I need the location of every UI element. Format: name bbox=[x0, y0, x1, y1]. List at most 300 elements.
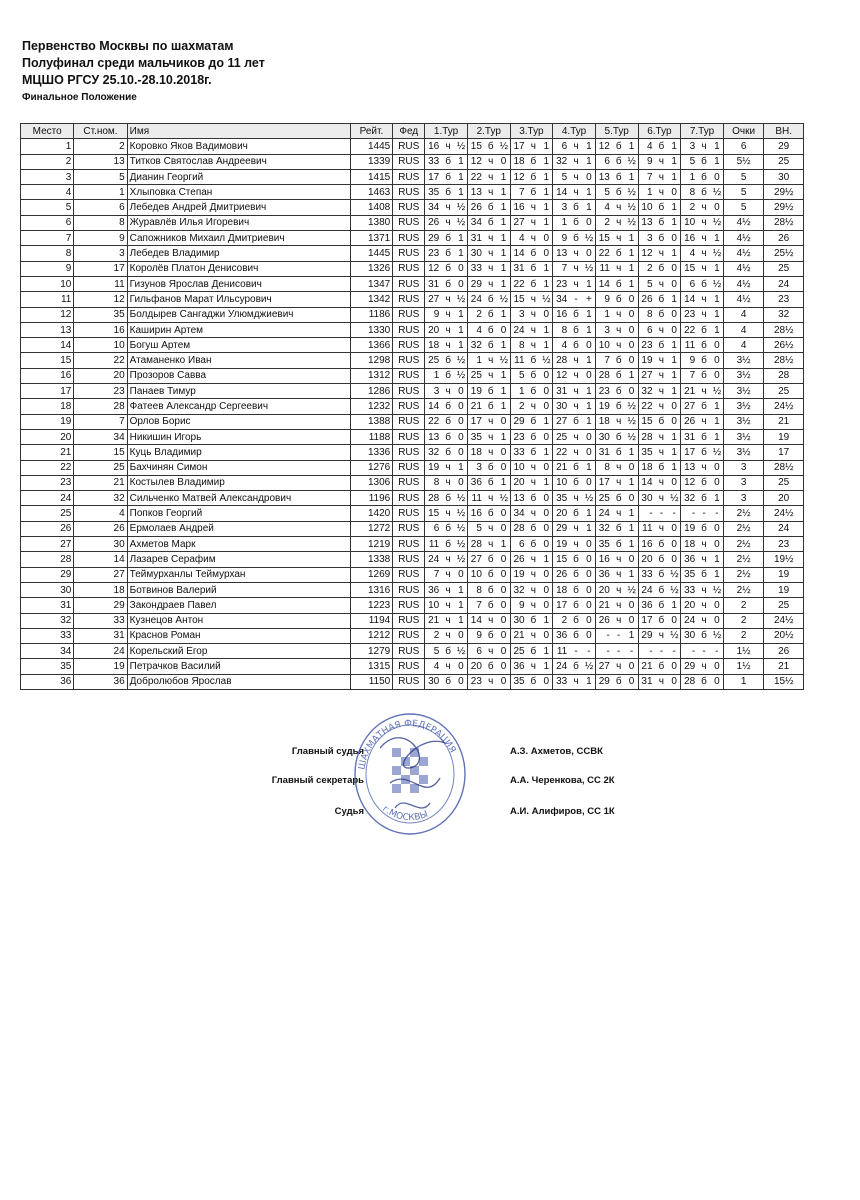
opponent-number: 11 bbox=[556, 645, 568, 657]
rating-cell: 1338 bbox=[350, 552, 393, 567]
round-result-cell bbox=[681, 231, 724, 246]
round-result-cell bbox=[510, 384, 553, 399]
round-result-cell bbox=[467, 200, 510, 215]
opponent-number: 17 bbox=[598, 477, 610, 489]
piece-colour: б bbox=[658, 538, 665, 550]
game-result: 0 bbox=[714, 339, 720, 351]
game-result: 1 bbox=[500, 263, 507, 275]
opponent-number: 14 bbox=[470, 615, 482, 627]
round-result-parts bbox=[683, 600, 721, 611]
opponent-number: 17 bbox=[513, 140, 525, 152]
round-result-parts bbox=[598, 615, 636, 626]
round-result-parts bbox=[598, 386, 636, 397]
round-result-parts bbox=[427, 370, 465, 381]
round-result-parts bbox=[641, 646, 679, 657]
piece-colour: ч bbox=[573, 140, 579, 152]
piece-colour: б bbox=[658, 661, 665, 673]
game-result: 1 bbox=[671, 462, 677, 474]
points-cell: 5 bbox=[723, 200, 764, 215]
piece-colour: б bbox=[701, 171, 707, 183]
piece-colour: ч bbox=[658, 477, 664, 489]
col-header: ВН. bbox=[764, 124, 804, 139]
round-result-parts bbox=[555, 263, 593, 274]
round-result-parts bbox=[598, 493, 636, 504]
start-number-cell: 2 bbox=[74, 139, 127, 154]
game-result: 1 bbox=[671, 339, 677, 351]
place-cell: 36 bbox=[21, 674, 74, 689]
opponent-number: 29 bbox=[598, 676, 610, 688]
table-row bbox=[21, 506, 804, 521]
opponent-number: 30 bbox=[556, 400, 568, 412]
piece-colour: б bbox=[445, 263, 451, 275]
opponent-number: 27 bbox=[428, 293, 440, 305]
opponent-number: 22 bbox=[684, 324, 696, 336]
piece-colour: б bbox=[530, 156, 537, 168]
piece-colour: б bbox=[658, 339, 665, 351]
tiebreak-cell: 21 bbox=[764, 659, 804, 674]
round-result-cell bbox=[681, 292, 724, 307]
stamp-text-bottom: г.МОСКВЫ bbox=[380, 804, 430, 824]
player-name-cell: Богуш Артем bbox=[127, 338, 350, 353]
opponent-number: 10 bbox=[513, 462, 525, 474]
round-result-cell bbox=[595, 521, 638, 536]
opponent-number: 22 bbox=[513, 278, 525, 290]
round-result-parts bbox=[555, 554, 593, 565]
piece-colour: б bbox=[701, 400, 707, 412]
round-result-parts bbox=[513, 585, 551, 596]
opponent-number: 21 bbox=[556, 462, 568, 474]
piece-colour: б bbox=[658, 293, 665, 305]
player-name-cell: Костылев Владимир bbox=[127, 475, 350, 490]
opponent-number: 32 bbox=[641, 385, 653, 397]
round-result-parts bbox=[641, 355, 679, 366]
opponent-number: 12 bbox=[556, 370, 568, 382]
start-number-cell: 18 bbox=[74, 582, 127, 597]
round-result-cell bbox=[595, 384, 638, 399]
table-row bbox=[21, 598, 804, 613]
game-result: 1 bbox=[543, 615, 549, 627]
round-result-parts bbox=[470, 600, 508, 611]
game-result: 0 bbox=[714, 661, 720, 673]
piece-colour: ч bbox=[573, 263, 579, 275]
piece-colour: ч bbox=[701, 263, 707, 275]
start-number-cell: 13 bbox=[74, 154, 127, 169]
federation-cell: RUS bbox=[393, 169, 425, 184]
round-result-cell bbox=[425, 292, 468, 307]
round-result-parts bbox=[683, 309, 721, 320]
piece-colour: б bbox=[701, 156, 707, 168]
game-result: 1 bbox=[500, 339, 507, 351]
tiebreak-cell: 29½ bbox=[764, 185, 804, 200]
round-result-cell bbox=[681, 185, 724, 200]
piece-colour: б bbox=[530, 248, 537, 260]
game-result: 1 bbox=[543, 339, 549, 351]
game-result: - bbox=[672, 508, 676, 520]
round-result-cell bbox=[638, 261, 681, 276]
piece-colour: б bbox=[530, 355, 537, 367]
opponent-number: 4 bbox=[646, 140, 653, 152]
piece-colour: б bbox=[487, 400, 494, 412]
opponent-number: 8 bbox=[433, 477, 440, 489]
opponent-number: 4 bbox=[476, 324, 482, 336]
round-result-cell bbox=[425, 460, 468, 475]
round-result-cell bbox=[510, 537, 553, 552]
round-result-parts bbox=[470, 539, 508, 550]
round-result-parts bbox=[641, 569, 679, 580]
player-name-cell: Лазарев Серафим bbox=[127, 552, 350, 567]
game-result: ½ bbox=[712, 248, 722, 260]
round-result-cell bbox=[681, 674, 724, 689]
round-result-cell bbox=[638, 506, 681, 521]
rating-cell: 1194 bbox=[350, 613, 393, 628]
round-result-cell bbox=[467, 445, 510, 460]
round-result-cell bbox=[638, 598, 681, 613]
game-result: 1 bbox=[628, 370, 635, 382]
piece-colour: ч bbox=[658, 630, 664, 642]
points-cell: 4½ bbox=[723, 215, 764, 230]
opponent-number: 10 bbox=[470, 569, 482, 581]
game-result: 0 bbox=[500, 645, 507, 657]
piece-colour: ч bbox=[445, 615, 451, 627]
round-result-cell bbox=[510, 674, 553, 689]
round-result-cell bbox=[681, 521, 724, 536]
start-number-cell: 34 bbox=[74, 429, 127, 444]
round-result-parts bbox=[598, 462, 636, 473]
start-number-cell: 16 bbox=[74, 322, 127, 337]
place-cell: 27 bbox=[21, 537, 74, 552]
piece-colour: ч bbox=[530, 661, 536, 673]
round-result-parts bbox=[598, 156, 636, 167]
piece-colour: ч bbox=[488, 263, 494, 275]
round-result-parts bbox=[683, 447, 721, 458]
game-result: 0 bbox=[628, 293, 635, 305]
tiebreak-cell: 30 bbox=[764, 169, 804, 184]
round-result-cell bbox=[510, 169, 553, 184]
game-result: 0 bbox=[586, 217, 592, 229]
round-result-parts bbox=[513, 600, 551, 611]
piece-colour: ч bbox=[658, 431, 664, 443]
piece-colour: ч bbox=[488, 186, 494, 198]
table-row bbox=[21, 582, 804, 597]
round-result-parts bbox=[470, 416, 508, 427]
game-result: 1 bbox=[458, 186, 464, 198]
round-result-cell bbox=[681, 139, 724, 154]
game-result: 1 bbox=[500, 431, 507, 443]
round-result-parts bbox=[598, 202, 636, 213]
opponent-number: 27 bbox=[556, 416, 568, 428]
piece-colour: б bbox=[701, 186, 707, 198]
round-result-parts bbox=[513, 248, 551, 259]
piece-colour: б bbox=[530, 538, 537, 550]
piece-colour: ч bbox=[658, 248, 664, 260]
start-number-cell: 14 bbox=[74, 552, 127, 567]
round-result-parts bbox=[641, 217, 679, 228]
round-result-cell bbox=[681, 644, 724, 659]
round-result-cell bbox=[510, 628, 553, 643]
round-result-cell bbox=[638, 154, 681, 169]
round-result-parts bbox=[427, 585, 465, 596]
player-name-cell: Краснов Роман bbox=[127, 628, 350, 643]
place-cell: 3 bbox=[21, 169, 74, 184]
round-result-cell bbox=[638, 231, 681, 246]
standings-body bbox=[21, 139, 804, 690]
round-result-cell bbox=[510, 521, 553, 536]
round-result-parts bbox=[598, 508, 636, 519]
federation-cell: RUS bbox=[393, 261, 425, 276]
tiebreak-cell: 19½ bbox=[764, 552, 804, 567]
round-result-cell bbox=[425, 582, 468, 597]
opponent-number: 21 bbox=[598, 599, 610, 611]
start-number-cell: 11 bbox=[74, 276, 127, 291]
rating-cell: 1286 bbox=[350, 384, 393, 399]
round-result-cell bbox=[595, 445, 638, 460]
table-row bbox=[21, 414, 804, 429]
opponent-number: 6 bbox=[519, 538, 525, 550]
rating-cell: 1347 bbox=[350, 276, 393, 291]
round-result-cell bbox=[467, 674, 510, 689]
game-result: 1 bbox=[714, 293, 720, 305]
start-number-cell: 15 bbox=[74, 445, 127, 460]
piece-colour: б bbox=[701, 324, 707, 336]
player-name-cell: Корельский Егор bbox=[127, 644, 350, 659]
piece-colour: ч bbox=[658, 523, 664, 535]
rating-cell: 1315 bbox=[350, 659, 393, 674]
opponent-number: 26 bbox=[556, 569, 568, 581]
piece-colour: ч bbox=[573, 171, 579, 183]
opponent-number: 13 bbox=[641, 217, 653, 229]
place-cell: 1 bbox=[21, 139, 74, 154]
opponent-number: 36 bbox=[513, 661, 525, 673]
round-result-parts bbox=[555, 493, 593, 504]
opponent-number: 8 bbox=[604, 462, 610, 474]
game-result: 1 bbox=[543, 477, 549, 489]
piece-colour: - bbox=[617, 645, 621, 657]
piece-colour: ч bbox=[616, 309, 622, 321]
round-result-cell bbox=[638, 644, 681, 659]
round-result-parts bbox=[513, 615, 551, 626]
game-result: ½ bbox=[627, 217, 636, 229]
round-result-parts bbox=[513, 661, 551, 672]
player-name-cell: Никишин Игорь bbox=[127, 429, 350, 444]
opponent-number: 14 bbox=[641, 477, 653, 489]
game-result: 0 bbox=[628, 599, 635, 611]
opponent-number: 17 bbox=[428, 171, 440, 183]
round-result-cell bbox=[425, 368, 468, 383]
opponent-number: 30 bbox=[641, 492, 653, 504]
points-cell: 2 bbox=[723, 613, 764, 628]
signature-role: Главный секретарь bbox=[271, 775, 364, 786]
piece-colour: б bbox=[658, 569, 665, 581]
round-result-cell bbox=[681, 154, 724, 169]
opponent-number: 34 bbox=[556, 293, 568, 305]
round-result-parts bbox=[641, 462, 679, 473]
opponent-number: 26 bbox=[598, 615, 610, 627]
game-result: 0 bbox=[458, 416, 464, 428]
round-result-parts bbox=[470, 447, 508, 458]
player-name-cell: Сапожников Михаил Дмитриевич bbox=[127, 231, 350, 246]
game-result: 1 bbox=[543, 171, 549, 183]
round-result-parts bbox=[683, 325, 721, 336]
piece-colour: ч bbox=[616, 661, 622, 673]
round-result-cell bbox=[638, 445, 681, 460]
round-result-parts bbox=[470, 523, 508, 534]
player-name-cell: Журавлёв Илья Игоревич bbox=[127, 215, 350, 230]
round-result-parts bbox=[513, 355, 551, 366]
piece-colour: б bbox=[573, 584, 579, 596]
round-result-parts bbox=[513, 569, 551, 580]
game-result: 1 bbox=[714, 400, 720, 412]
points-cell: 4½ bbox=[723, 261, 764, 276]
round-result-cell bbox=[681, 399, 724, 414]
title-line-1: Первенство Москвы по шахматам bbox=[22, 39, 234, 53]
rating-cell: 1279 bbox=[350, 644, 393, 659]
game-result: 0 bbox=[500, 661, 507, 673]
piece-colour: б bbox=[658, 416, 665, 428]
piece-colour: ч bbox=[530, 584, 536, 596]
game-result: 0 bbox=[714, 477, 720, 489]
opponent-number: 2 bbox=[519, 400, 525, 412]
round-result-parts bbox=[513, 493, 551, 504]
piece-colour: б bbox=[701, 477, 707, 489]
game-result: 1 bbox=[500, 385, 507, 397]
game-result: 0 bbox=[543, 523, 549, 535]
piece-colour: б bbox=[701, 339, 707, 351]
round-result-parts bbox=[555, 646, 593, 657]
opponent-number: 3 bbox=[604, 324, 610, 336]
opponent-number: 12 bbox=[598, 140, 610, 152]
opponent-number: 5 bbox=[476, 523, 482, 535]
place-cell: 30 bbox=[21, 582, 74, 597]
opponent-number: 9 bbox=[561, 232, 568, 244]
rating-cell: 1463 bbox=[350, 185, 393, 200]
round-result-parts bbox=[641, 401, 679, 412]
game-result: ½ bbox=[456, 523, 466, 535]
table-row bbox=[21, 460, 804, 475]
points-cell: 3½ bbox=[723, 399, 764, 414]
round-result-parts bbox=[555, 294, 593, 305]
round-result-cell bbox=[595, 674, 638, 689]
round-result-parts bbox=[641, 523, 679, 534]
opponent-number: 24 bbox=[598, 508, 610, 520]
piece-colour: ч bbox=[530, 202, 536, 214]
opponent-number: 35 bbox=[556, 492, 568, 504]
piece-colour: ч bbox=[530, 324, 536, 336]
game-result: - bbox=[587, 645, 591, 657]
round-result-cell bbox=[467, 460, 510, 475]
round-result-parts bbox=[470, 202, 508, 213]
opponent-number: 28 bbox=[684, 676, 696, 688]
round-result-parts bbox=[641, 615, 679, 626]
round-result-parts bbox=[598, 370, 636, 381]
player-name-cell: Болдырев Сангаджи Улюмджиевич bbox=[127, 307, 350, 322]
piece-colour: ч bbox=[488, 171, 494, 183]
piece-colour: ч bbox=[530, 462, 536, 474]
table-row bbox=[21, 384, 804, 399]
round-result-parts bbox=[555, 370, 593, 381]
piece-colour: ч bbox=[658, 186, 664, 198]
game-result: 1 bbox=[671, 156, 677, 168]
piece-colour: ч bbox=[445, 569, 451, 581]
game-result: 0 bbox=[543, 508, 549, 520]
player-name-cell: Сильченко Матвей Александрович bbox=[127, 491, 350, 506]
round-result-cell bbox=[553, 414, 596, 429]
round-result-parts bbox=[598, 447, 636, 458]
round-result-parts bbox=[555, 187, 593, 198]
round-result-cell bbox=[510, 307, 553, 322]
piece-colour: б bbox=[530, 416, 537, 428]
piece-colour: ч bbox=[658, 446, 664, 458]
piece-colour: ч bbox=[616, 477, 622, 489]
table-row bbox=[21, 139, 804, 154]
round-result-parts bbox=[598, 172, 636, 183]
piece-colour: ч bbox=[445, 508, 451, 520]
opponent-number: 36 bbox=[641, 599, 653, 611]
round-result-cell bbox=[595, 460, 638, 475]
round-result-cell bbox=[425, 231, 468, 246]
round-result-parts bbox=[513, 294, 551, 305]
game-result: ½ bbox=[712, 278, 722, 290]
game-result: 0 bbox=[671, 661, 677, 673]
piece-colour: - bbox=[659, 508, 664, 520]
round-result-cell bbox=[681, 215, 724, 230]
piece-colour: ч bbox=[445, 293, 451, 305]
opponent-number: 13 bbox=[598, 171, 610, 183]
game-result: 0 bbox=[671, 538, 677, 550]
piece-colour: б bbox=[445, 156, 451, 168]
opponent-number: 28 bbox=[598, 370, 610, 382]
opponent-number: 23 bbox=[598, 385, 610, 397]
opponent-number: 13 bbox=[513, 492, 525, 504]
game-result: ½ bbox=[456, 645, 466, 657]
piece-colour: б bbox=[701, 676, 707, 688]
round-result-parts bbox=[555, 156, 593, 167]
tiebreak-cell: 24½ bbox=[764, 613, 804, 628]
piece-colour: ч bbox=[488, 248, 494, 260]
round-result-parts bbox=[427, 539, 465, 550]
round-result-cell bbox=[553, 506, 596, 521]
round-result-cell bbox=[595, 414, 638, 429]
tiebreak-cell: 26 bbox=[764, 231, 804, 246]
game-result: 1 bbox=[543, 278, 549, 290]
round-result-cell bbox=[467, 644, 510, 659]
opponent-number: 22 bbox=[556, 446, 568, 458]
piece-colour: - bbox=[574, 293, 578, 305]
opponent-number: 31 bbox=[556, 385, 568, 397]
round-result-parts bbox=[513, 630, 551, 641]
round-result-cell bbox=[595, 307, 638, 322]
federation-cell: RUS bbox=[393, 613, 425, 628]
game-result: 1 bbox=[671, 248, 677, 260]
game-result: 0 bbox=[543, 676, 549, 688]
game-result: 0 bbox=[586, 584, 592, 596]
round-result-parts bbox=[641, 325, 679, 336]
game-result: 0 bbox=[628, 324, 635, 336]
round-result-cell bbox=[595, 231, 638, 246]
table-row bbox=[21, 169, 804, 184]
tiebreak-cell: 20 bbox=[764, 491, 804, 506]
round-result-cell bbox=[467, 659, 510, 674]
game-result: 1 bbox=[543, 553, 549, 565]
round-result-parts bbox=[683, 386, 721, 397]
signature-name: А.А. Черенкова, СС 2К bbox=[510, 775, 615, 786]
piece-colour: б bbox=[573, 339, 579, 351]
round-result-cell bbox=[467, 169, 510, 184]
piece-colour: ч bbox=[616, 217, 622, 229]
piece-colour: ч bbox=[530, 569, 536, 581]
game-result: 0 bbox=[714, 370, 720, 382]
place-cell: 7 bbox=[21, 231, 74, 246]
game-result: 1 bbox=[586, 508, 592, 520]
